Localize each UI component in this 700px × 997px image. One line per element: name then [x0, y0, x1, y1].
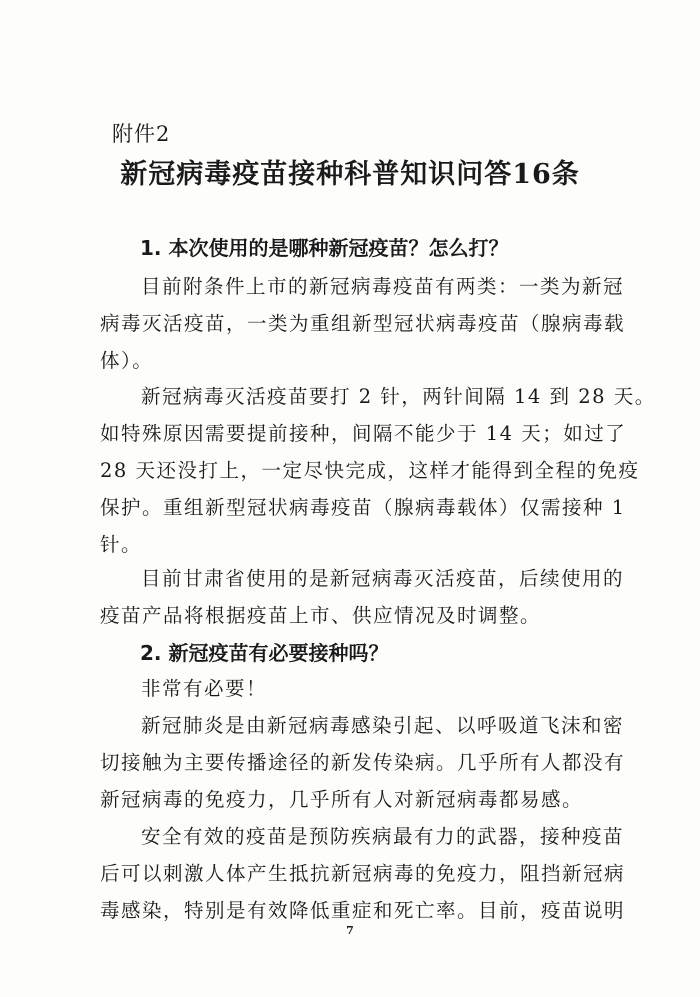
text-line: 后可以刺激人体产生抵抗新冠病毒的免疫力，阻挡新冠病	[100, 862, 626, 885]
question-1-paragraph-1	[100, 268, 626, 379]
question-1-paragraph-2	[100, 378, 656, 563]
attachment-label: 附件2	[112, 122, 171, 146]
text-line: 毒感染，特别是有效降低重症和死亡率。目前，疫苗说明	[100, 899, 626, 922]
text-line: 保护。重组新型冠状病毒疫苗（腺病毒载体）仅需接种 1	[100, 496, 626, 519]
text-line: 切接触为主要传播途径的新发传染病。几乎所有人都没有	[100, 751, 626, 774]
text-line: 新冠肺炎是由新冠病毒感染引起、以呼吸道飞沫和密	[141, 714, 625, 737]
text-line: 病毒灭活疫苗，一类为重组新型冠状病毒疫苗（腺病毒载	[100, 312, 626, 335]
text-line: 如特殊原因需要提前接种，间隔不能少于 14 天；如过了	[100, 422, 627, 445]
text-line: 疫苗产品将根据疫苗上市、供应情况及时调整。	[100, 604, 542, 627]
text-line: 安全有效的疫苗是预防疾病最有力的武器，接种疫苗	[141, 825, 625, 848]
question-2-paragraph-3	[100, 818, 626, 929]
text-line: 28 天还没打上，一定尽快完成，这样才能得到全程的免疫	[100, 459, 640, 482]
text-line: 目前甘肃省使用的是新冠病毒灭活疫苗，后续使用的	[141, 567, 625, 590]
question-1-heading: 1. 本次使用的是哪种新冠疫苗？怎么打？	[140, 236, 509, 260]
text-line: 体）。	[100, 349, 154, 372]
text-line: 非常有必要！	[141, 677, 268, 700]
text-line: 新冠病毒灭活疫苗要打 2 针，两针间隔 14 到 28 天。	[141, 385, 656, 408]
question-1-paragraph-3	[100, 560, 625, 634]
question-2-paragraph-2	[100, 707, 626, 818]
document-title: 新冠病毒疫苗接种科普知识问答16条	[120, 159, 580, 190]
text-line: 针。	[100, 533, 143, 556]
text-line: 目前附条件上市的新冠病毒疫苗有两类：一类为新冠	[141, 275, 625, 298]
page-number: 7	[346, 924, 354, 937]
question-2-paragraph-1	[100, 670, 610, 707]
question-2-heading: 2. 新冠疫苗有必要接种吗？	[140, 641, 389, 665]
text-line: 新冠病毒的免疫力，几乎所有人对新冠病毒都易感。	[100, 788, 584, 811]
